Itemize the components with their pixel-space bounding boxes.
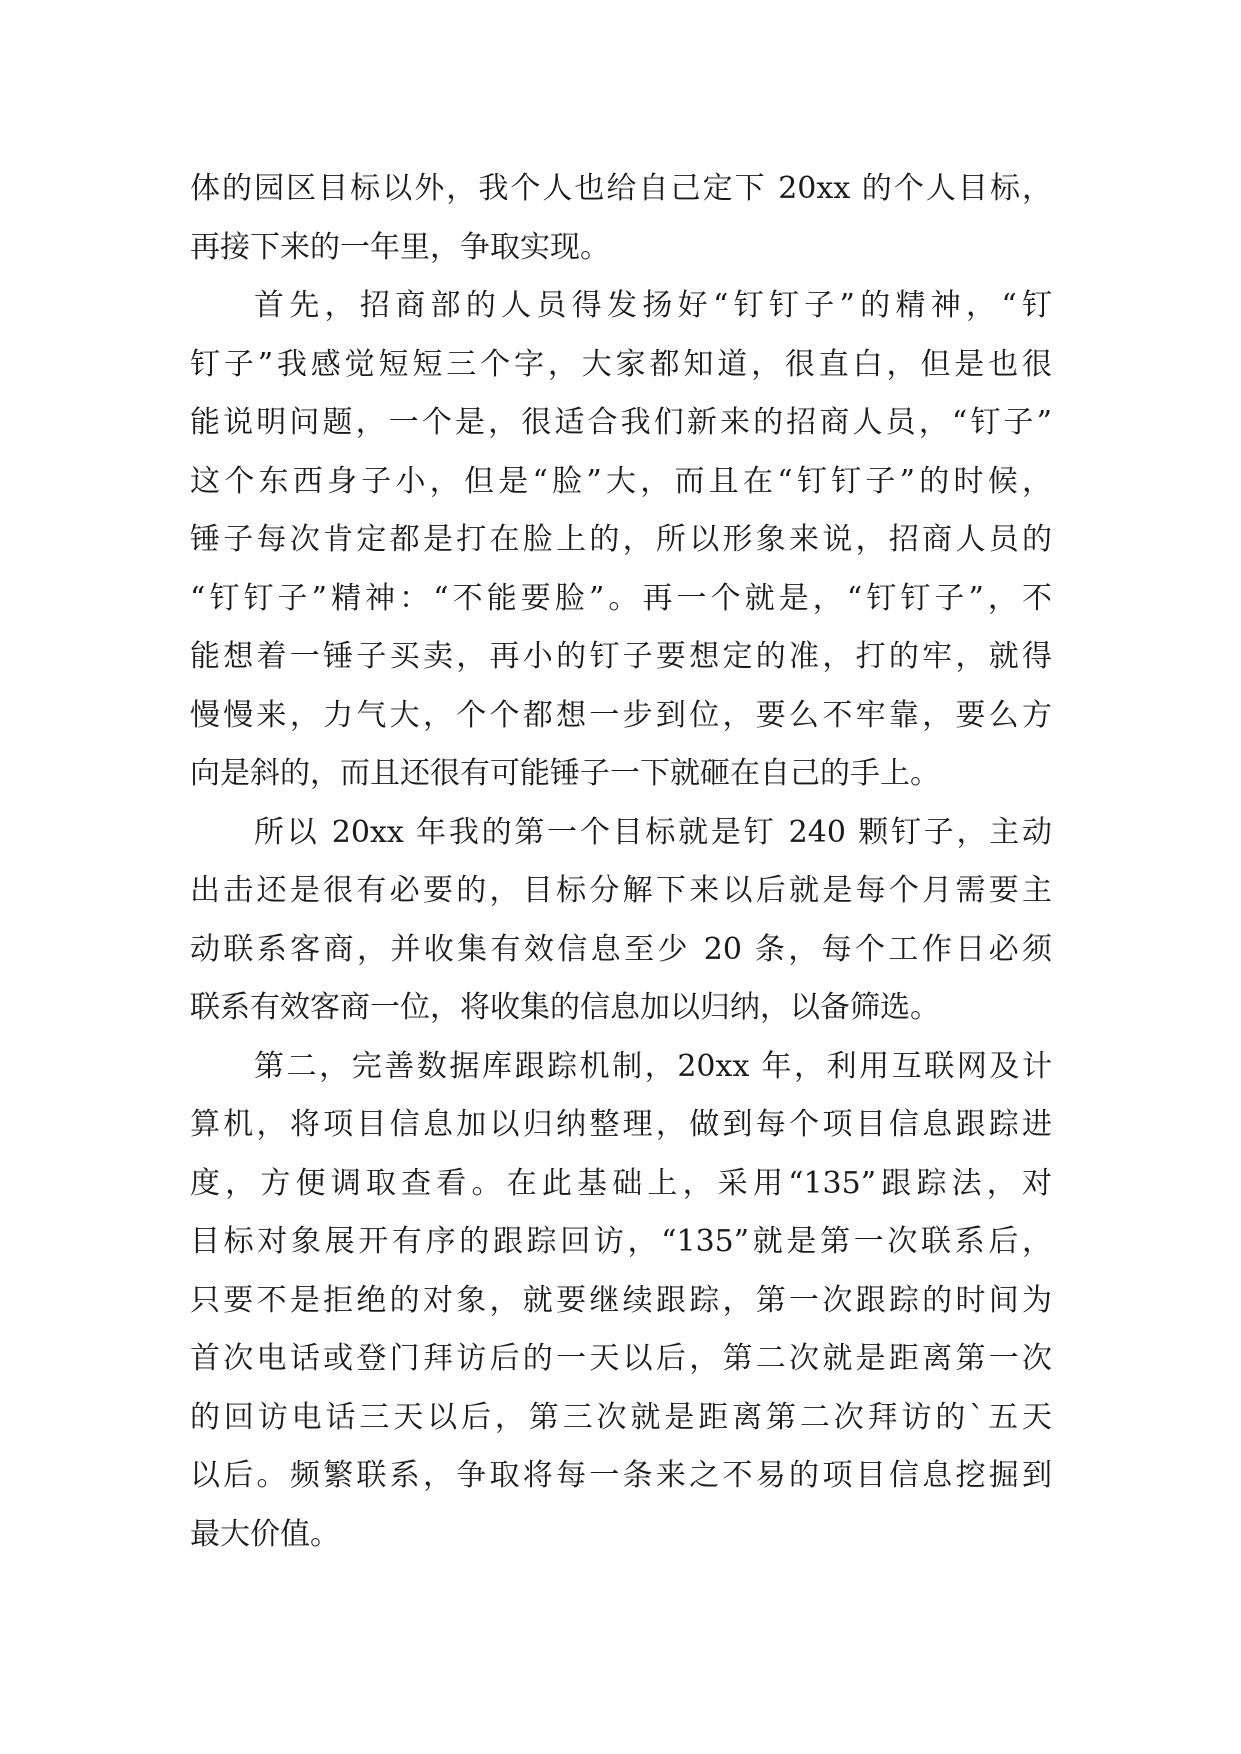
text-line: 只要不是拒绝的对象，就要继续跟踪，第一次跟踪的时间为 — [190, 1282, 1052, 1318]
text-line: 这个东西身子小，但是“脸”大，而且在“钉钉子”的时候， — [190, 463, 1052, 499]
text-line: 能想着一锤子买卖，再小的钉子要想定的准，打的牢，就得 — [190, 639, 1052, 674]
text-line: 联系有效客商一位，将收集的信息加以归纳，以备筛选。 — [190, 990, 940, 1025]
text-line: 体的园区目标以外，我个人也给自己定下 20xx 的个人目标， — [190, 171, 1052, 206]
text-line: 向是斜的，而且还很有可能锤子一下就砸在自己的手上。 — [190, 756, 940, 791]
text-line: 动联系客商，并收集有效信息至少 20 条，每个工作日必须 — [190, 931, 1052, 967]
text-line: 能说明问题，一个是，很适合我们新来的招商人员，“钉子” — [190, 405, 1052, 440]
text-line: 锤子每次肯定都是打在脸上的，所以形象来说，招商人员的 — [190, 522, 1052, 557]
paragraph — [190, 804, 1052, 1038]
paragraph — [190, 160, 1052, 277]
text-line: 首先，招商部的人员得发扬好“钉钉子”的精神，“钉 — [254, 288, 1052, 323]
paragraph — [190, 277, 1052, 804]
text-line: 度，方便调取查看。在此基础上，采用“135”跟踪法，对 — [190, 1165, 1052, 1201]
body-text — [190, 160, 1052, 1564]
text-line: 的回访电话三天以后，第三次就是距离第二次拜访的`五天 — [190, 1399, 1052, 1435]
text-line: 慢慢来，力气大，个个都想一步到位，要么不牢靠，要么方 — [190, 697, 1052, 733]
text-line: 出击还是很有必要的，目标分解下来以后就是每个月需要主 — [190, 873, 1052, 908]
text-line: 第二，完善数据库跟踪机制，20xx 年，利用互联网及计 — [254, 1048, 1052, 1084]
text-line: 目标对象展开有序的跟踪回访，“135”就是第一次联系后， — [190, 1224, 1052, 1259]
paragraph — [190, 1038, 1052, 1565]
text-line: 钉子”我感觉短短三个字，大家都知道，很直白，但是也很 — [190, 346, 1052, 382]
text-line: 首次电话或登门拜访后的一天以后，第二次就是距离第一次 — [190, 1341, 1052, 1376]
text-line: 最大价值。 — [190, 1516, 340, 1552]
text-line: 以后。频繁联系，争取将每一条来之不易的项目信息挖掘到 — [190, 1458, 1052, 1493]
text-line: 所以 20xx 年我的第一个目标就是钉 240 颗钉子，主动 — [254, 814, 1052, 850]
text-line: 算机，将项目信息加以归纳整理，做到每个项目信息跟踪进 — [190, 1107, 1052, 1142]
text-line: “钉钉子”精神：“不能要脸”。再一个就是，“钉钉子”，不 — [190, 580, 1052, 616]
text-line: 再接下来的一年里，争取实现。 — [190, 229, 610, 265]
